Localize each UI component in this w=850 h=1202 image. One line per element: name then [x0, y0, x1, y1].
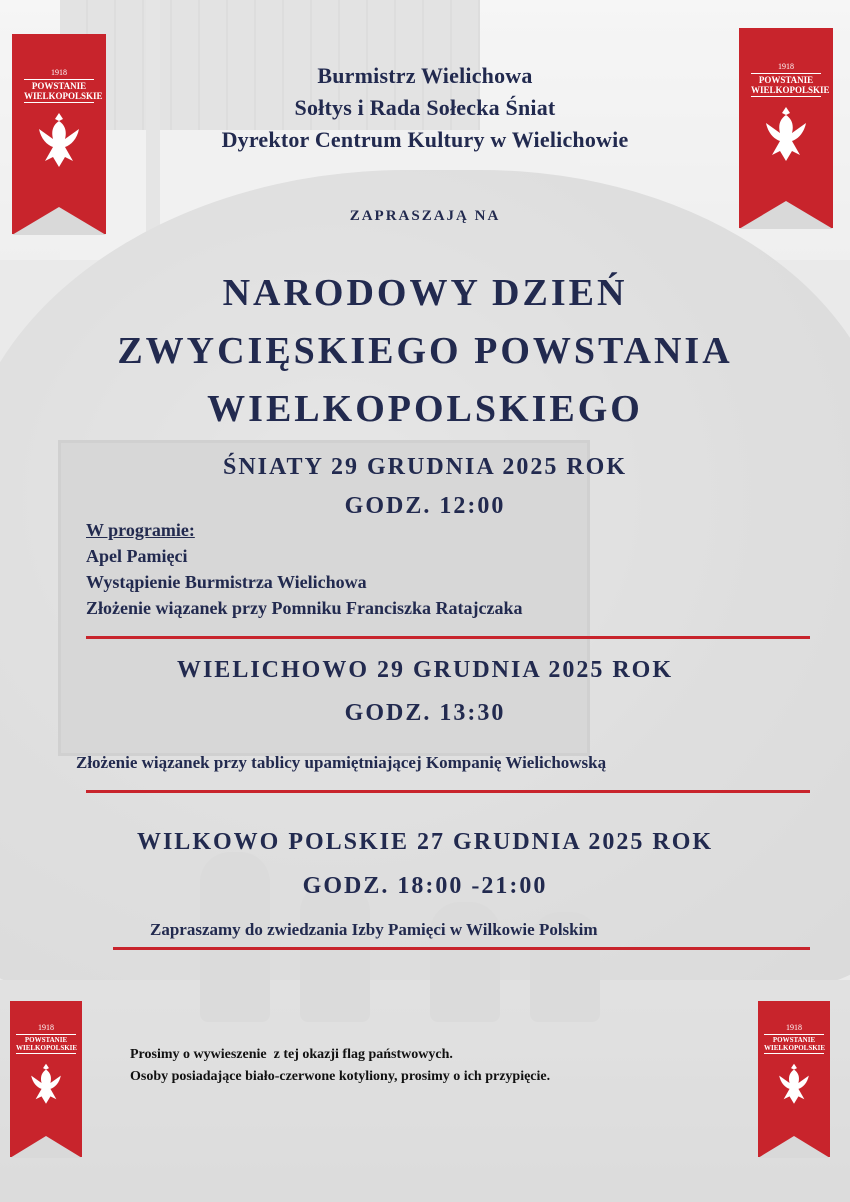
white-eagle-icon [26, 1060, 66, 1106]
emblem-name-2: WIELKOPOLSKIE [751, 85, 830, 95]
emblem-name-2: WIELKOPOLSKIE [24, 91, 103, 101]
divider-line [86, 790, 810, 793]
title-line-1: NARODOWY DZIEŃ [222, 272, 628, 314]
organizer-2: Sołtys i Rada Sołecka Śniat [294, 95, 556, 120]
emblem-name-1: POWSTANIE [31, 81, 87, 91]
emblem-name-1: POWSTANIE [24, 1036, 68, 1044]
footer-line-2: Osoby posiadające biało-czerwone kotyliony, prosimy o ich przypięcie. [130, 1069, 551, 1084]
emblem-name-2: WIELKOPOLSKIE [16, 1044, 78, 1052]
event2-place-date: WIELICHOWO 29 GRUDNIA 2025 ROK [176, 657, 674, 683]
emblem-year: 1918 [38, 1023, 54, 1032]
event3-note: Zapraszamy do zwiedzania Izby Pamięci w Wilkowie Polskim [150, 920, 598, 939]
emblem-ribbon-bottom-left [10, 1001, 82, 1157]
emblem-name-1: POWSTANIE [772, 1036, 816, 1044]
title-line-2: ZWYCIĘSKIEGO POWSTANIA [117, 330, 733, 372]
emblem-name-2: WIELKOPOLSKIE [764, 1044, 826, 1052]
footer-line-1: Prosimy o wywieszenie z tej okazji flag państwowych. [130, 1047, 453, 1062]
white-eagle-icon [774, 1060, 814, 1106]
event1-time: GODZ. 12:00 [344, 493, 506, 519]
organizer-1: Burmistrz Wielichowa [317, 63, 533, 88]
program-heading: W programie: [86, 520, 195, 540]
divider-line [86, 636, 810, 639]
event2-note: Złożenie wiązanek przy tablicy upamiętniającej Kompanię Wielichowską [76, 753, 607, 772]
program-item: Wystąpienie Burmistrza Wielichowa [86, 572, 367, 592]
emblem-ribbon-bottom-right [758, 1001, 830, 1157]
emblem-year: 1918 [786, 1023, 802, 1032]
footer-note [130, 1044, 550, 1088]
event3-place-date: WILKOWO POLSKIE 27 GRUDNIA 2025 ROK [136, 829, 714, 855]
event1-program [86, 517, 522, 621]
invite-text: ZAPRASZAJĄ NA [349, 208, 501, 224]
organizers [0, 60, 850, 156]
organizer-3: Dyrektor Centrum Kultury w Wielichowie [221, 127, 629, 152]
program-item: Złożenie wiązanek przy Pomniku Franciszka Ratajczaka [86, 598, 523, 618]
event1-place-date: ŚNIATY 29 GRUDNIA 2025 ROK [222, 454, 628, 480]
title-line-3: WIELKOPOLSKIEGO [207, 388, 643, 430]
divider-line [113, 947, 810, 950]
event3-time: GODZ. 18:00 -21:00 [302, 873, 548, 899]
emblem-year: 1918 [51, 68, 67, 77]
emblem-name-1: POWSTANIE [758, 75, 814, 85]
event-title [0, 264, 850, 438]
program-item: Apel Pamięci [86, 546, 188, 566]
emblem-year: 1918 [778, 62, 794, 71]
event2-time: GODZ. 13:30 [344, 700, 506, 726]
